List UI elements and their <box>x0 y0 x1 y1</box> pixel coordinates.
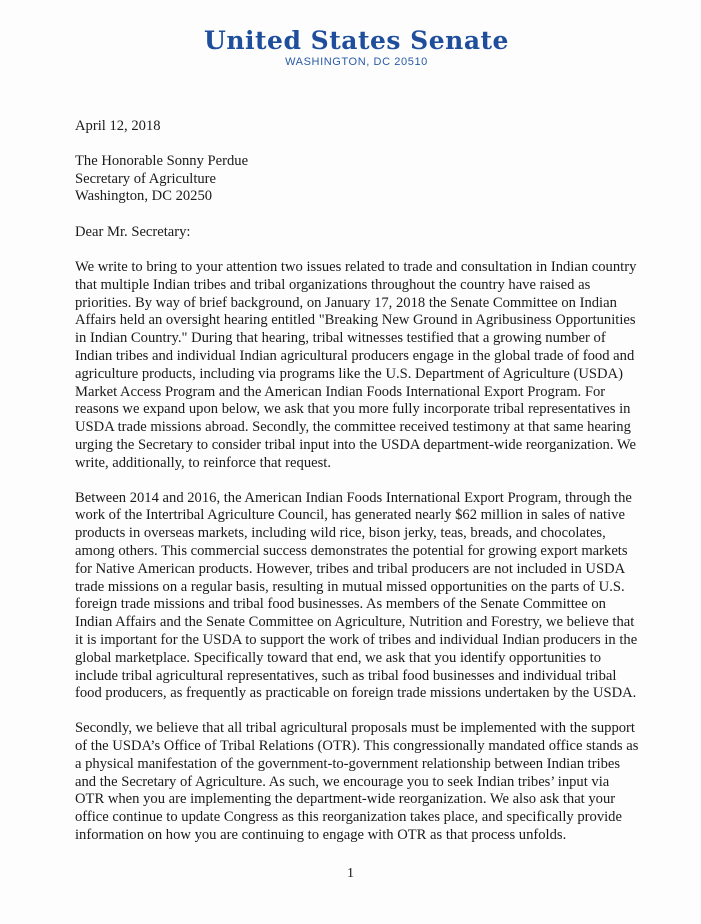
paragraph-line: Affairs held an oversight hearing entitled "Breaking New Ground in Agribusiness Opportunities <box>75 312 636 329</box>
paragraph-line: for Native American products. However, tribes and tribal producers are not included in USDA <box>75 560 626 577</box>
paragraph-line: Indian tribes and individual Indian agricultural producers engage in the global trade of food and <box>75 347 635 364</box>
page-number: 1 <box>347 866 354 881</box>
paragraph-line: among others. This commercial success demonstrates the potential for growing export markets <box>75 542 628 559</box>
letter-body <box>75 118 647 862</box>
letterhead <box>0 26 701 68</box>
paragraph-line: it is important for the USDA to support the work of tribes and individual Indian producers in the <box>75 631 638 648</box>
paragraph-line: global marketplace. Specifically toward that end, we ask that you identify opportunities to <box>75 649 602 666</box>
letterhead-address: WASHINGTON, DC 20510 <box>285 56 428 68</box>
paragraph-line: information on how you are continuing to engage with OTR as that process unfolds. <box>75 826 567 843</box>
paragraph-line: a physical manifestation of the government-to-government relationship between Indian tribes <box>75 755 621 772</box>
paragraph-line: in Indian Country." During that hearing, tribal witnesses testified that a growing number of <box>75 330 606 347</box>
paragraph-line: of the USDA’s Office of Tribal Relations (OTR). This congressionally mandated office stands as <box>75 737 639 754</box>
recipient-address <box>75 153 647 206</box>
recipient-city: Washington, DC 20250 <box>75 188 213 205</box>
paragraph-line: products in overseas markets, including wild rice, bison jerky, teas, breads, and chocolates, <box>75 525 606 542</box>
paragraph-line: Market Access Program and the American Indian Foods International Export Program. For <box>75 383 606 400</box>
recipient-name: The Honorable Sonny Perdue <box>75 152 249 169</box>
paragraph-line: OTR when you are implementing the department-wide reorganization. We also ask that your <box>75 791 616 808</box>
paragraph-line: food producers, as frequently as practicable on foreign trade missions undertaken by the USDA. <box>75 685 637 702</box>
paragraph-line: work of the Intertribal Agriculture Council, has generated nearly $62 million in sales of native <box>75 507 625 524</box>
paragraph-line: office continue to update Congress as this reorganization takes place, and specifically provide <box>75 809 622 826</box>
paragraph-line: USDA trade missions abroad. Secondly, the committee received testimony at that same hearing <box>75 419 631 436</box>
letter-date: April 12, 2018 <box>75 118 161 134</box>
paragraph-line: priorities. By way of brief background, on January 17, 2018 the Senate Committee on Indian <box>75 294 617 311</box>
paragraph-line: trade missions on a regular basis, resulting in mutual missed opportunities on the parts of U.S. <box>75 578 625 595</box>
paragraph-line: Indian Affairs and the Senate Committee on Agriculture, Nutrition and Forestry, we believe that <box>75 614 635 631</box>
paragraph-1 <box>75 259 647 473</box>
recipient-title: Secretary of Agriculture <box>75 170 217 187</box>
paragraph-line: include tribal agricultural representatives, such as tribal food businesses and individual tribal <box>75 667 617 684</box>
paragraph-line: foreign trade missions and tribal food businesses. As members of the Senate Committee on <box>75 596 606 613</box>
paragraph-line: write, additionally, to reinforce that request. <box>75 454 331 471</box>
paragraph-line: urging the Secretary to consider tribal input into the USDA department-wide reorganization. We <box>75 436 636 453</box>
paragraph-3 <box>75 720 647 845</box>
paragraph-line: that multiple Indian tribes and tribal organizations throughout the country have raised as <box>75 276 591 293</box>
letterhead-title: United States Senate <box>204 26 509 55</box>
paragraph-line: and the Secretary of Agriculture. As such, we encourage you to seek Indian tribes’ input via <box>75 773 610 790</box>
paragraph-line: agriculture products, including via programs like the U.S. Department of Agriculture (USDA) <box>75 365 623 382</box>
paragraph-line: Secondly, we believe that all tribal agricultural proposals must be implemented with the support <box>75 720 635 737</box>
paragraph-2 <box>75 490 647 704</box>
salutation: Dear Mr. Secretary: <box>75 224 191 241</box>
paragraph-line: reasons we expand upon below, we ask that you more fully incorporate tribal representatives in <box>75 401 631 418</box>
paragraph-line: We write to bring to your attention two issues related to trade and consultation in Indian country <box>75 258 637 275</box>
paragraph-line: Between 2014 and 2016, the American Indian Foods International Export Program, through the <box>75 489 632 506</box>
